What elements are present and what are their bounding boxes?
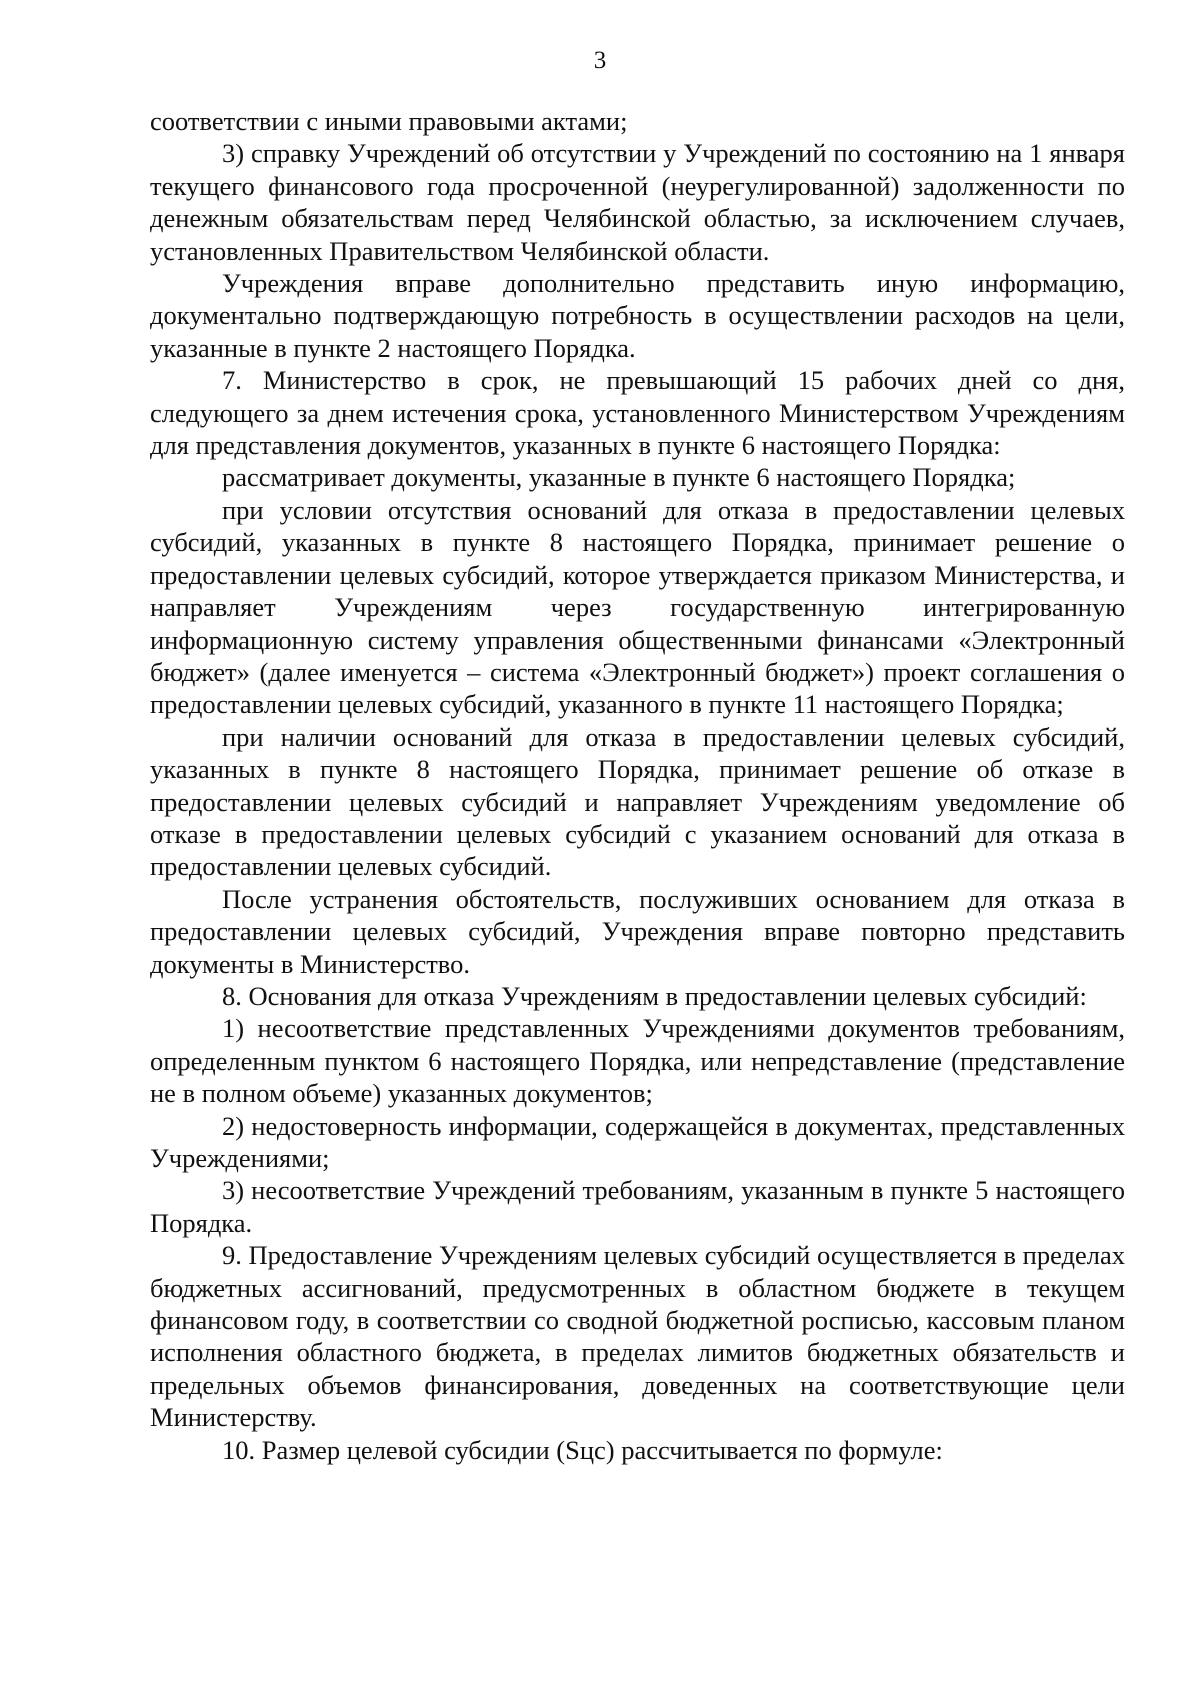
paragraph-refusal-ground-2: 2) недостоверность информации, содержащейся в документах, представленных Учреждениями;	[150, 1110, 1125, 1173]
paragraph-continuation: соответствии с иными правовыми актами;	[150, 106, 628, 136]
paragraph-clause-9: 9. Предоставление Учреждениям целевых субсидий осуществляется в пределах бюджетных ассигнований, предусмотренных в областном бюджете в текущем финансовом году, в соответствии со сводной бюджетной росписью, кассовым планом исполнения областного бюджета, в пределах лимитов бюджетных обязательств и предельных объемов финансирования, доведенных на соответствующие цели Министерству.	[150, 1240, 1125, 1433]
paragraph-clause-8: 8. Основания для отказа Учреждениям в предоставлении целевых субсидий:	[222, 980, 1087, 1011]
paragraph-decision-grant: при условии отсутствия оснований для отказа в предоставлении целевых субсидий, указанных в пункте 8 настоящего Порядка, принимает решение о предоставлении целевых субсидий, которое утверждается приказом Министерства, и направляет Учреждениям через государственную интегрированную информационную систему управления общественными финансами «Электронный бюджет» (далее именуется – система «Электронный бюджет») проект соглашения о предоставлении целевых субсидий, указанного в пункте 11 настоящего Порядка;	[150, 494, 1125, 720]
paragraph-decision-refusal: при наличии оснований для отказа в предоставлении целевых субсидий, указанных в пункте 8 настоящего Порядка, принимает решение об отказе в предоставлении целевых субсидий и направляет Учреждениям уведомление об отказе в предоставлении целевых субсидий с указанием оснований для отказа в предоставлении целевых субсидий.	[150, 721, 1125, 882]
paragraph-reviews-documents: рассматривает документы, указанные в пункте 6 настоящего Порядка;	[222, 462, 1016, 493]
paragraph-refusal-ground-3: 3) несоответствие Учреждений требованиям, указанным в пункте 5 настоящего Порядка.	[150, 1175, 1125, 1238]
paragraph-resubmission: После устранения обстоятельств, послуживших основанием для отказа в предоставлении целевых субсидий, Учреждения вправе повторно представить документы в Министерство.	[150, 883, 1125, 979]
paragraph-refusal-ground-1: 1) несоответствие представленных Учреждениями документов требованиям, определенным пунктом 6 настоящего Порядка, или непредставление (представление не в полном объеме) указанных документов;	[150, 1013, 1125, 1109]
paragraph-additional-info: Учреждения вправе дополнительно представить иную информацию, документально подтверждающую потребность в осуществлении расходов на цели, указанные в пункте 2 настоящего Порядка.	[150, 268, 1125, 363]
page-number: 3	[593, 47, 607, 74]
document-body	[150, 105, 1125, 1466]
paragraph-clause-7: 7. Министерство в срок, не превышающий 15 рабочих дней со дня, следующего за днем истечения срока, установленного Министерством Учреждениям для представления документов, указанных в пункте 6 настоящего Порядка:	[150, 365, 1125, 461]
paragraph-item-3-certificate: 3) справку Учреждений об отсутствии у Учреждений по состоянию на 1 января текущего финансового года просроченной (неурегулированной) задолженности по денежным обязательствам перед Челябинской областью, за исключением случаев, установленных Правительством Челябинской области.	[150, 138, 1125, 266]
paragraph-clause-10: 10. Размер целевой субсидии (Sцс) рассчитывается по формуле:	[222, 1434, 943, 1465]
